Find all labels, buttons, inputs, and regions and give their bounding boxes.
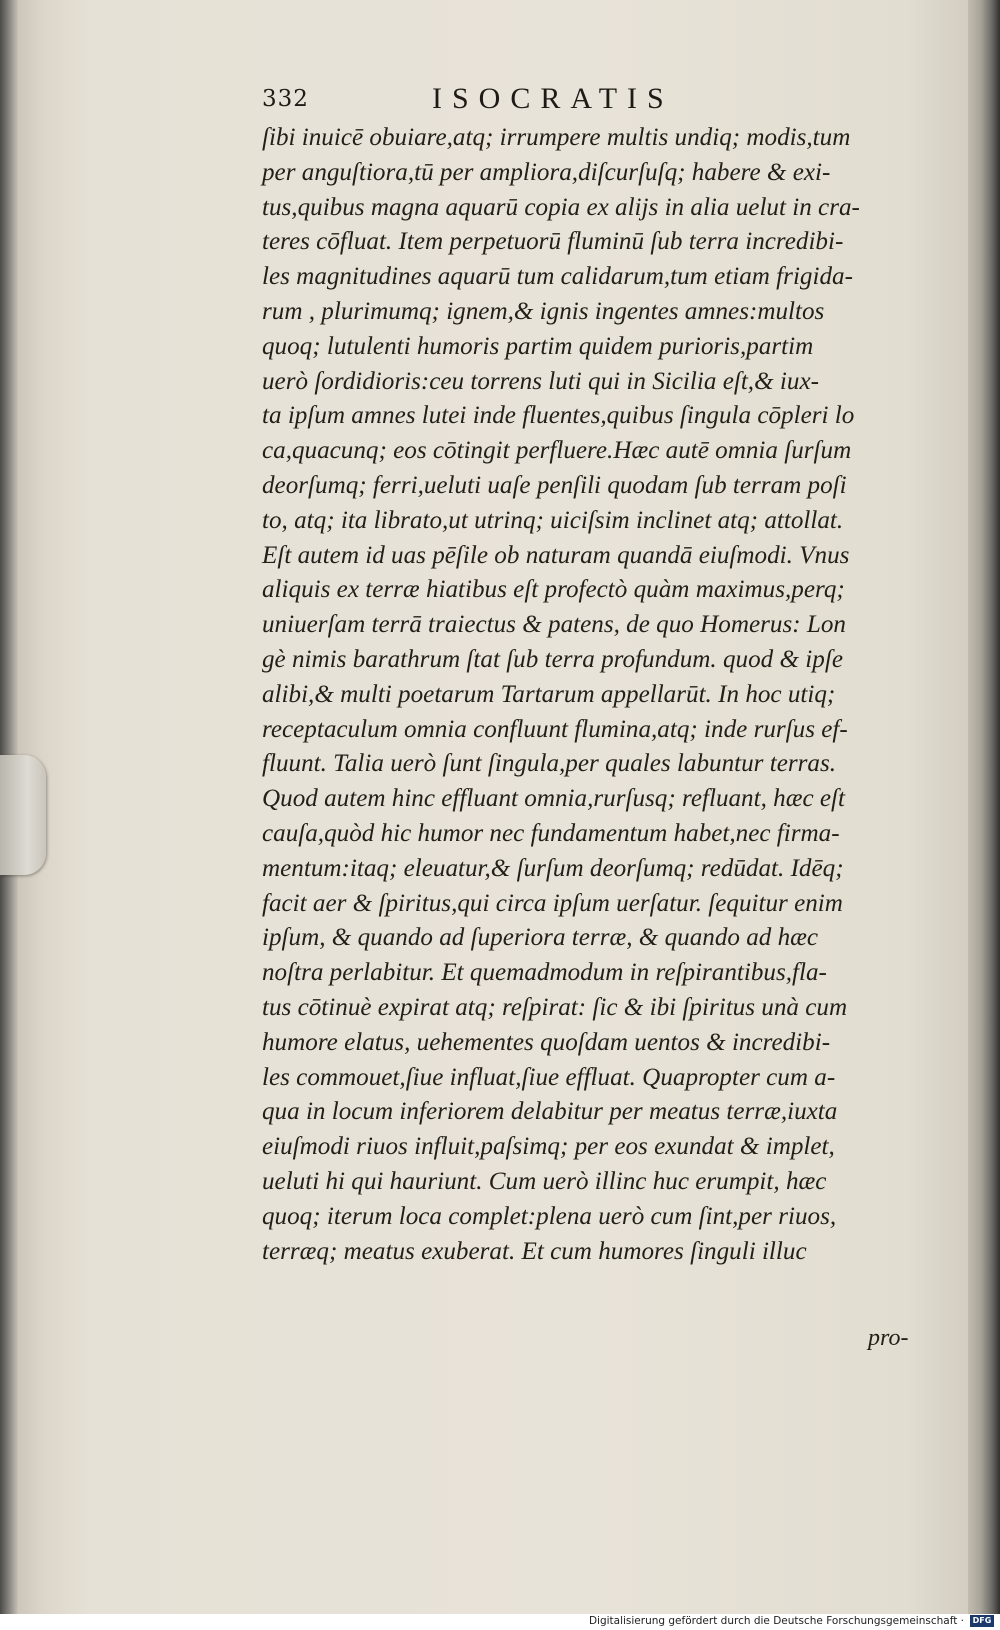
text-line: aliquis ex terræ hiatibus eſt profectò quàm maximus,perq; bbox=[262, 574, 845, 604]
text-line: rum , plurimumq; ignem,& ignis ingentes amnes:multos bbox=[262, 295, 825, 325]
text-line: tus,quibus magna aquarū copia ex alijs in alia uelut in cra- bbox=[262, 191, 860, 221]
text-line: terræq; meatus exuberat. Et cum humores ſinguli illuc bbox=[262, 1235, 807, 1265]
dfg-logo-icon: DFG bbox=[970, 1615, 994, 1627]
text-line: uerò ſordidioris:ceu torrens luti qui in Sicilia eſt,& iux- bbox=[262, 365, 819, 395]
text-line: per anguſtiora,tū per ampliora,diſcurſuſq; habere & exi- bbox=[262, 156, 831, 186]
text-line: deorſumq; ferri,ueluti uaſe penſili quodam ſub terram poſi bbox=[262, 469, 847, 499]
text-line: quoq; iterum loca complet:plena uerò cum ſint,per riuos, bbox=[262, 1200, 837, 1230]
page-number: 332 bbox=[262, 86, 309, 112]
text-line: cauſa,quòd hic humor nec fundamentum habet,nec firma- bbox=[262, 817, 840, 847]
text-line: noſtra perlabitur. Et quemadmodum in reſpirantibus,fla- bbox=[262, 957, 827, 987]
text-line: ſibi inuicē obuiare,atq; irrumpere multis undiq; modis,tum bbox=[262, 122, 851, 151]
body-text bbox=[262, 120, 912, 1268]
footer-credit: Digitalisierung gefördert durch die Deutsche Forschungsgemeinschaft · bbox=[588, 1615, 964, 1627]
page-tab bbox=[0, 755, 46, 875]
running-head bbox=[262, 82, 902, 122]
text-line: qua in locum inferiorem delabitur per meatus terræ,iuxta bbox=[262, 1096, 838, 1126]
text-line: humore elatus, uehementes quoſdam uentos & incredibi- bbox=[262, 1026, 831, 1056]
text-line: les commouet,ſiue influat,ſiue effluat. Quapropter cum a- bbox=[262, 1061, 836, 1091]
text-line: uniuerſam terrā traiectus & patens, de quo Homerus: Lon bbox=[262, 609, 846, 639]
text-line: les magnitudines aquarū tum calidarum,tum etiam frigida- bbox=[262, 261, 853, 291]
running-head-title: ISOCRATIS bbox=[432, 82, 674, 115]
text-line: gè nimis barathrum ſtat ſub terra profundum. quod & ipſe bbox=[262, 643, 843, 673]
text-line: ipſum, & quando ad ſuperiora terræ, & quando ad hæc bbox=[262, 922, 819, 952]
catchword: pro- bbox=[868, 1325, 909, 1351]
text-line: teres cōfluat. Item perpetuorū fluminū ſub terra incredibi- bbox=[262, 226, 844, 256]
text-line: fluunt. Talia uerò ſunt ſingula,per quales labuntur terras. bbox=[262, 748, 837, 778]
text-line: eiuſmodi riuos influit,paſsimq; per eos exundat & implet, bbox=[262, 1131, 835, 1161]
text-line: mentum:itaq; eleuatur,& ſurſum deorſumq; redūdat. Idēq; bbox=[262, 852, 844, 882]
text-line: Quod autem hinc effluant omnia,rurſusq; refluant, hæc eſt bbox=[262, 783, 846, 813]
text-line: to, atq; ita librato,ut utrinq; uiciſsim inclinet atq; attollat. bbox=[262, 504, 844, 534]
text-line: ca,quacunq; eos cōtingit perfluere.Hæc autē omnia ſurſum bbox=[262, 435, 852, 465]
text-line: receptaculum omnia confluunt flumina,atq; inde rurſus ef- bbox=[262, 713, 848, 743]
text-line: ta ipſum amnes lutei inde fluentes,quibus ſingula cōpleri lo bbox=[262, 400, 855, 430]
text-line: quoq; lutulenti humoris partim quidem purioris,partim bbox=[262, 330, 814, 360]
text-line: Eſt autem id uas pēſile ob naturam quandā eiuſmodi. Vnus bbox=[262, 539, 850, 569]
page-edge-shadow bbox=[968, 0, 1000, 1616]
text-line: tus cōtinuè expirat atq; reſpirat: ſic & ibi ſpiritus unà cum bbox=[262, 991, 848, 1021]
text-line: facit aer & ſpiritus,qui circa ipſum uerſatur. ſequitur enim bbox=[262, 887, 843, 917]
text-line: ueluti hi qui hauriunt. Cum uerò illinc huc erumpit, hæc bbox=[262, 1165, 827, 1195]
text-line: alibi,& multi poetarum Tartarum appellarūt. In hoc utiq; bbox=[262, 678, 836, 708]
